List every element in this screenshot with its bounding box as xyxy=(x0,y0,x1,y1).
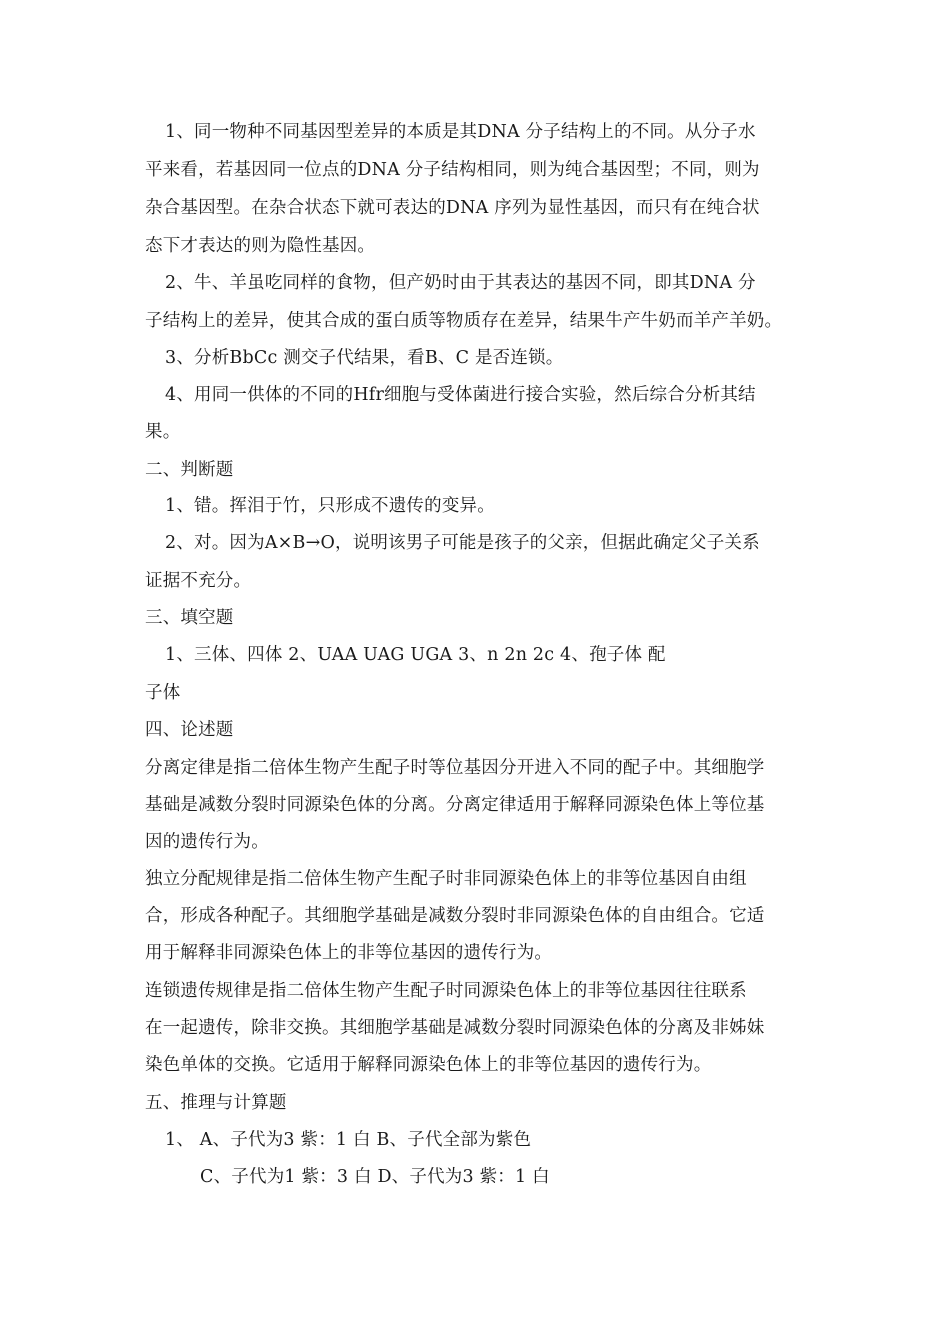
text-line: 1、 A、子代为3 紫：1 白 B、子代全部为紫色 xyxy=(165,1130,532,1150)
text-line: 连锁遗传规律是指二倍体生物产生配子时同源染色体上的非等位基因往往联系 xyxy=(145,981,747,1001)
text-line: 证据不充分。 xyxy=(145,571,252,591)
text-line: 用于解释非同源染色体上的非等位基因的遗传行为。 xyxy=(145,943,553,963)
text-line: 合，形成各种配子。其细胞学基础是减数分裂时非同源染色体的自由组合。它适 xyxy=(145,906,765,926)
text-line: 子结构上的差异，使其合成的蛋白质等物质存在差异，结果牛产牛奶而羊产羊奶。 xyxy=(145,311,783,331)
text-line: 因的遗传行为。 xyxy=(145,832,269,852)
text-line: 2、对。因为A×B→O，说明该男子可能是孩子的父亲，但据此确定父子关系 xyxy=(165,533,760,553)
text-line: 2、牛、羊虽吃同样的食物，但产奶时由于其表达的基因不同，即其DNA 分 xyxy=(165,273,756,293)
text-line: 子体 xyxy=(145,683,181,703)
text-line: 染色单体的交换。它适用于解释同源染色体上的非等位基因的遗传行为。 xyxy=(145,1055,712,1075)
text-line: C、子代为1 紫：3 白 D、子代为3 紫：1 白 xyxy=(200,1167,550,1187)
text-line: 果。 xyxy=(145,422,181,442)
text-line: 在一起遗传，除非交换。其细胞学基础是减数分裂时同源染色体的分离及非姊妹 xyxy=(145,1018,765,1038)
text-line: 3、分析BbCc 测交子代结果，看B、C 是否连锁。 xyxy=(165,348,564,368)
text-line: 杂合基因型。在杂合状态下就可表达的DNA 序列为显性基因，而只有在纯合状 xyxy=(145,198,760,218)
text-line: 独立分配规律是指二倍体生物产生配子时非同源染色体上的非等位基因自由组 xyxy=(145,869,747,889)
section-heading: 四、论述题 xyxy=(145,720,234,740)
text-line: 分离定律是指二倍体生物产生配子时等位基因分开进入不同的配子中。其细胞学 xyxy=(145,758,765,778)
text-line: 态下才表达的则为隐性基因。 xyxy=(145,236,376,256)
text-line: 基础是减数分裂时同源染色体的分离。分离定律适用于解释同源染色体上等位基 xyxy=(145,795,765,815)
text-line: 1、三体、四体 2、UAA UAG UGA 3、n 2n 2c 4、孢子体 配 xyxy=(165,645,666,665)
text-line: 平来看，若基因同一位点的DNA 分子结构相同，则为纯合基因型；不同，则为 xyxy=(145,160,760,180)
text-line: 1、同一物种不同基因型差异的本质是其DNA 分子结构上的不同。从分子水 xyxy=(165,122,756,142)
section-heading: 三、填空题 xyxy=(145,608,234,628)
text-line: 4、用同一供体的不同的Hfr细胞与受体菌进行接合实验，然后综合分析其结 xyxy=(165,385,756,405)
section-heading: 二、判断题 xyxy=(145,460,234,480)
section-heading: 五、推理与计算题 xyxy=(145,1093,287,1113)
text-line: 1、错。挥泪于竹，只形成不遗传的变异。 xyxy=(165,496,495,516)
